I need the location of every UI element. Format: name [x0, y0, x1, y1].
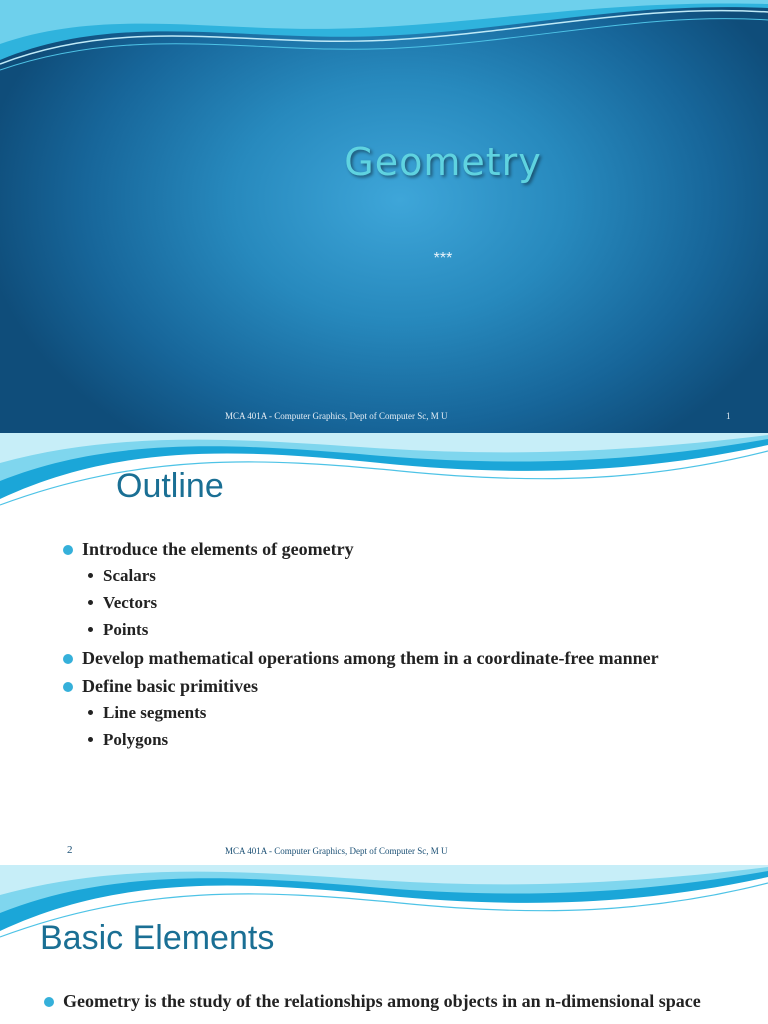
sub-bullet-dot-icon — [88, 710, 93, 715]
bullet-item — [43, 989, 763, 1013]
slide-footer: MCA 401A - Computer Graphics, Dept of Computer Sc, M U — [225, 411, 448, 421]
slide-1 — [0, 0, 768, 433]
sub-bullet-dot-icon — [88, 573, 93, 578]
bullet-dot-icon — [44, 997, 54, 1007]
bullet-dot-icon — [63, 682, 73, 692]
bullet-text: Define basic primitives — [82, 676, 258, 696]
bullet-item — [62, 537, 722, 561]
sub-bullet-dot-icon — [88, 627, 93, 632]
sub-bullet-dot-icon — [88, 600, 93, 605]
sub-bullet-item — [62, 728, 722, 752]
bullet-item — [62, 674, 722, 698]
bullet-text: Line segments — [103, 703, 207, 722]
sub-bullet-item — [62, 618, 722, 642]
bullet-dot-icon — [63, 654, 73, 664]
bullet-text: Vectors — [103, 593, 158, 612]
slide-2 — [0, 433, 768, 865]
slide-title: Outline — [116, 467, 224, 505]
slide-title: Basic Elements — [40, 919, 275, 957]
bullet-text: Points — [103, 620, 149, 639]
slide-title: Geometry — [344, 140, 542, 184]
page-number: 2 — [67, 844, 73, 856]
bullet-text: Geometry is the study of the relationships among objects in an n-dimensional space — [63, 991, 701, 1011]
bullet-text: Polygons — [103, 730, 169, 749]
sub-bullet-item — [62, 564, 722, 588]
bullet-dot-icon — [63, 545, 73, 555]
slide-3 — [0, 865, 768, 1024]
sub-bullet-dot-icon — [88, 737, 93, 742]
bullet-text: Scalars — [103, 566, 156, 585]
slide-footer: MCA 401A - Computer Graphics, Dept of Computer Sc, M U — [225, 846, 448, 856]
sub-bullet-item — [62, 591, 722, 615]
bullet-text: Introduce the elements of geometry — [82, 539, 354, 559]
bullet-text: Develop mathematical operations among them in a coordinate-free manner — [82, 648, 659, 668]
bullet-list — [62, 533, 722, 752]
bullet-item — [62, 646, 722, 670]
page-number: 1 — [726, 411, 731, 421]
sub-bullet-item — [62, 701, 722, 725]
wave-decoration — [0, 0, 768, 80]
slide-subtitle: *** — [433, 250, 453, 267]
